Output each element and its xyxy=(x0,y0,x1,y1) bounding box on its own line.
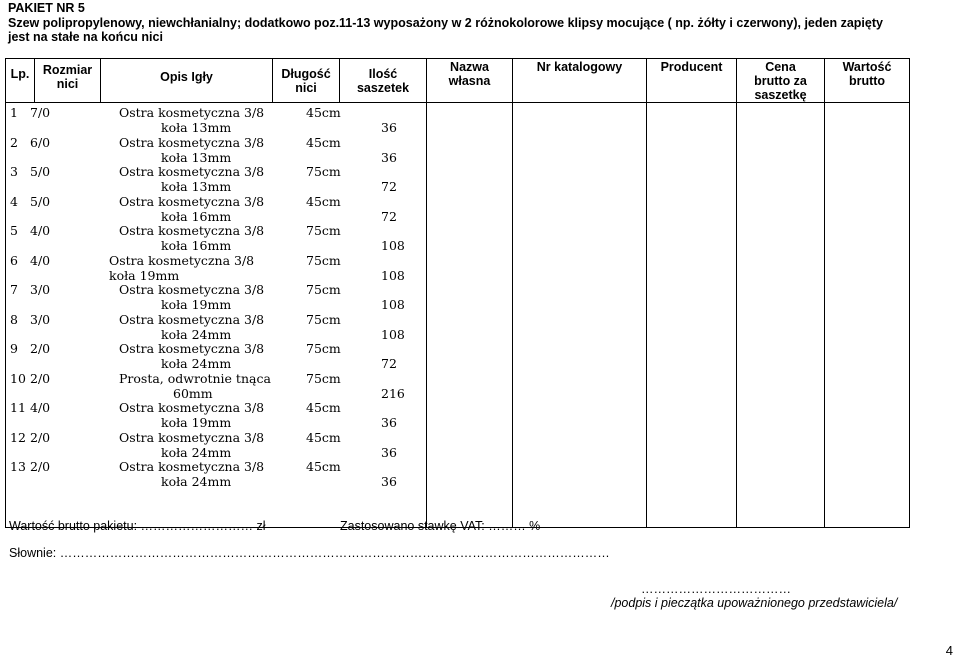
row-needle-desc-cont: koła 16mm xyxy=(161,208,232,224)
row-lp: 8 xyxy=(10,311,18,327)
row-needle-desc-cont: 60mm xyxy=(173,385,213,401)
table-row xyxy=(6,371,426,401)
unit-price-cell xyxy=(737,103,825,528)
row-lp: 6 xyxy=(10,252,18,268)
table-row xyxy=(6,282,426,312)
row-needle-desc: Prosta, odwrotnie tnąca xyxy=(119,370,271,386)
col-unit-price: Cena brutto za saszetkę xyxy=(737,59,825,103)
package-description-cont: jest na stałe na końcu nici xyxy=(8,30,163,44)
table-row xyxy=(6,430,426,460)
row-thread-size: 3/0 xyxy=(30,311,51,327)
row-needle-desc-cont: koła 19mm xyxy=(161,297,232,312)
row-lp: 1 xyxy=(10,105,18,120)
amount-in-words-field: Słownie: …………………………………………………………………………………………………………………… xyxy=(9,546,610,560)
row-lp: 12 xyxy=(10,429,26,445)
row-needle-desc: Ostra kosmetyczna 3/8 xyxy=(119,311,265,327)
row-thread-size: 7/0 xyxy=(30,105,51,120)
package-title: PAKIET NR 5 xyxy=(8,1,85,15)
row-quantity: 36 xyxy=(381,120,397,135)
table-row xyxy=(6,341,426,371)
col-own-name: Nazwa własna xyxy=(427,59,513,103)
catalog-no-cell xyxy=(513,103,647,528)
row-quantity: 108 xyxy=(381,267,405,283)
table-row xyxy=(6,400,426,430)
col-needle-desc: Opis Igły xyxy=(101,59,273,103)
row-thread-size: 2/0 xyxy=(30,429,51,445)
row-thread-size: 3/0 xyxy=(30,282,51,297)
table-row xyxy=(6,105,426,135)
row-quantity: 72 xyxy=(381,179,397,194)
row-needle-desc-cont: koła 24mm xyxy=(161,326,232,342)
table-row xyxy=(6,223,426,253)
items-cell xyxy=(6,103,427,528)
row-quantity: 36 xyxy=(381,149,397,165)
package-value-field: Wartość brutto pakietu: ……………………… zł xyxy=(9,519,266,533)
table-row xyxy=(6,164,426,194)
row-needle-desc: Ostra kosmetyczna 3/8 xyxy=(119,134,265,150)
row-thread-length: 75cm xyxy=(306,223,341,238)
row-thread-size: 5/0 xyxy=(30,164,51,179)
row-thread-length: 75cm xyxy=(306,252,341,268)
row-quantity: 72 xyxy=(381,356,397,371)
col-gross-value: Wartość brutto xyxy=(825,59,910,103)
row-lp: 4 xyxy=(10,193,18,209)
row-needle-desc: Ostra kosmetyczna 3/8 xyxy=(119,341,265,356)
row-needle-desc-cont: koła 24mm xyxy=(161,444,232,460)
table-row xyxy=(6,253,426,283)
row-lp: 9 xyxy=(10,341,18,356)
col-catalog-no: Nr katalogowy xyxy=(513,59,647,103)
table-row xyxy=(6,194,426,224)
col-quantity: Ilość saszetek xyxy=(340,59,427,103)
row-lp: 3 xyxy=(10,164,18,179)
row-quantity: 216 xyxy=(381,385,405,401)
row-needle-desc: Ostra kosmetyczna 3/8 xyxy=(119,193,265,209)
row-lp: 13 xyxy=(10,459,26,474)
row-lp: 5 xyxy=(10,223,18,238)
row-thread-size: 6/0 xyxy=(30,134,51,150)
row-needle-desc: Ostra kosmetyczna 3/8 xyxy=(119,429,265,445)
row-thread-length: 75cm xyxy=(306,370,341,386)
row-quantity: 108 xyxy=(381,326,405,342)
row-needle-desc-cont: koła 19mm xyxy=(161,415,232,430)
row-thread-length: 75cm xyxy=(306,311,341,327)
signature-line: ……………………………… xyxy=(641,582,791,596)
row-thread-length: 45cm xyxy=(306,459,341,474)
col-thread-length: Długość nici xyxy=(273,59,340,103)
row-lp: 10 xyxy=(10,370,26,386)
row-thread-size: 2/0 xyxy=(30,459,51,474)
row-quantity: 36 xyxy=(381,474,397,489)
table-header-row xyxy=(6,59,910,103)
row-quantity: 36 xyxy=(381,415,397,430)
row-lp: 11 xyxy=(10,400,26,415)
col-thread-size: Rozmiar nici xyxy=(35,59,101,103)
row-thread-size: 4/0 xyxy=(30,252,51,268)
row-quantity: 108 xyxy=(381,238,405,253)
row-quantity: 72 xyxy=(381,208,397,224)
row-thread-length: 75cm xyxy=(306,164,341,179)
document-header xyxy=(8,1,958,45)
row-needle-desc: Ostra kosmetyczna 3/8 xyxy=(119,223,265,238)
row-thread-length: 45cm xyxy=(306,429,341,445)
row-needle-desc-cont: koła 24mm xyxy=(161,474,232,489)
row-needle-desc-cont: koła 13mm xyxy=(161,149,232,165)
row-needle-desc-cont: koła 19mm xyxy=(109,267,180,283)
table-body-row xyxy=(6,103,910,528)
row-thread-size: 2/0 xyxy=(30,370,51,386)
signature-label: /podpis i pieczątka upoważnionego przedstawiciela/ xyxy=(611,596,898,610)
col-producer: Producent xyxy=(647,59,737,103)
table-row xyxy=(6,312,426,342)
row-needle-desc-cont: koła 13mm xyxy=(161,120,232,135)
row-needle-desc: Ostra kosmetyczna 3/8 xyxy=(109,252,255,268)
row-needle-desc: Ostra kosmetyczna 3/8 xyxy=(119,105,265,120)
row-thread-length: 45cm xyxy=(306,400,341,415)
items-table xyxy=(5,58,910,528)
page-number: 4 xyxy=(945,643,953,658)
row-thread-size: 4/0 xyxy=(30,223,51,238)
vat-rate-field: Zastosowano stawkę VAT: ……… % xyxy=(340,519,541,533)
table-row xyxy=(6,459,426,489)
row-thread-size: 2/0 xyxy=(30,341,51,356)
row-needle-desc: Ostra kosmetyczna 3/8 xyxy=(119,164,265,179)
row-thread-length: 45cm xyxy=(306,105,341,120)
item-rows xyxy=(6,103,426,489)
own-name-cell xyxy=(427,103,513,528)
row-thread-size: 4/0 xyxy=(30,400,51,415)
row-thread-length: 75cm xyxy=(306,341,341,356)
producer-cell xyxy=(647,103,737,528)
row-lp: 7 xyxy=(10,282,18,297)
row-needle-desc: Ostra kosmetyczna 3/8 xyxy=(119,400,265,415)
row-thread-length: 45cm xyxy=(306,134,341,150)
row-thread-length: 75cm xyxy=(306,282,341,297)
col-lp: Lp. xyxy=(6,59,35,103)
gross-value-cell xyxy=(825,103,910,528)
row-needle-desc: Ostra kosmetyczna 3/8 xyxy=(119,282,265,297)
row-needle-desc-cont: koła 13mm xyxy=(161,179,232,194)
row-quantity: 36 xyxy=(381,444,397,460)
row-needle-desc-cont: koła 24mm xyxy=(161,356,232,371)
row-needle-desc-cont: koła 16mm xyxy=(161,238,232,253)
row-lp: 2 xyxy=(10,134,18,150)
package-description: Szew polipropylenowy, niewchłanialny; dodatkowo poz.11-13 wyposażony w 2 różnokolorowe klipsy mocujące ( np. żółty i czerwony), jeden zapięty xyxy=(8,15,883,30)
table-row xyxy=(6,135,426,165)
row-needle-desc: Ostra kosmetyczna 3/8 xyxy=(119,459,265,474)
row-thread-length: 45cm xyxy=(306,193,341,209)
row-quantity: 108 xyxy=(381,297,405,312)
row-thread-size: 5/0 xyxy=(30,193,51,209)
